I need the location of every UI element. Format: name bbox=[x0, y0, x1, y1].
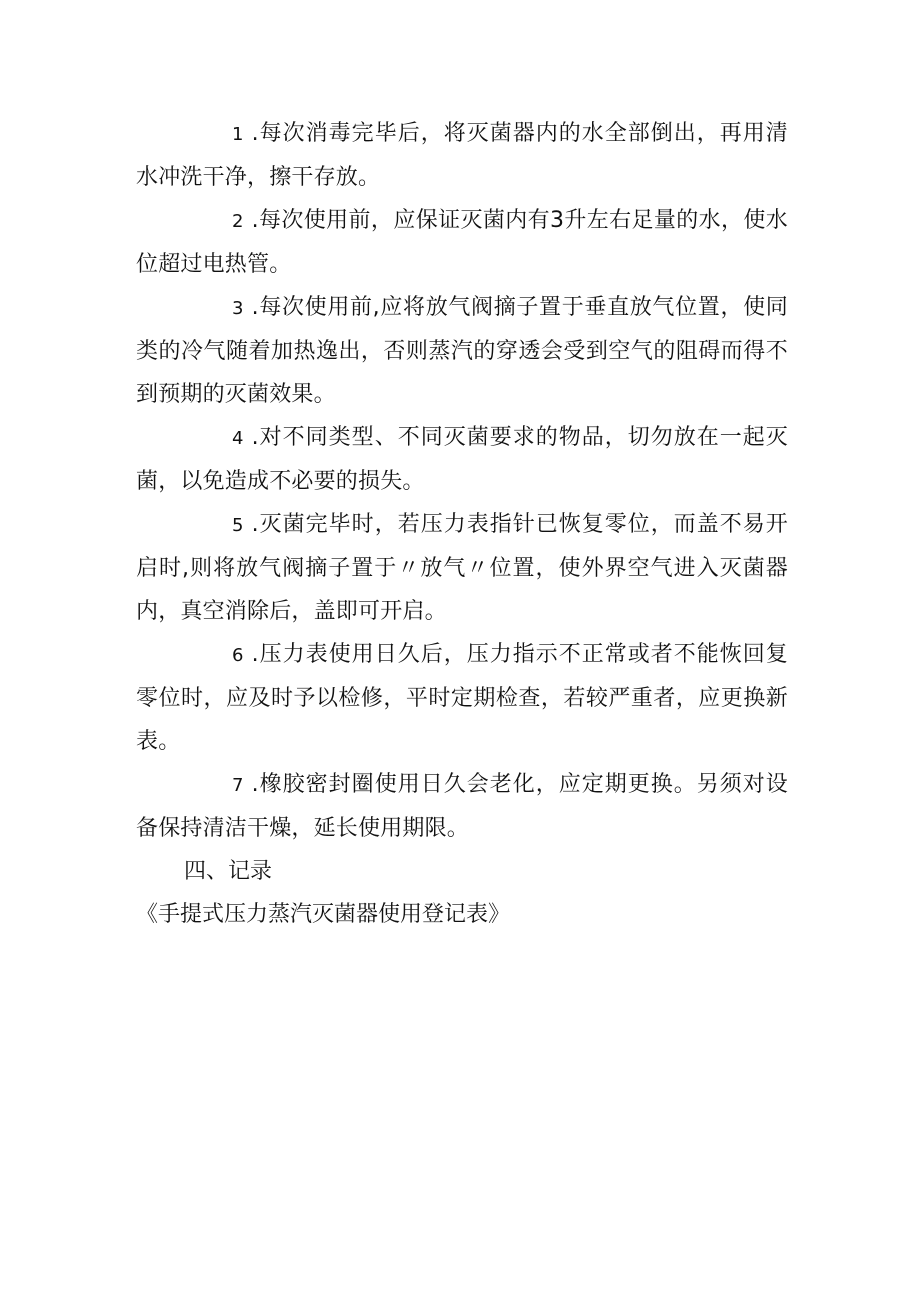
list-item-1 bbox=[136, 112, 788, 199]
list-item-7 bbox=[136, 763, 788, 850]
item-text: .橡胶密封圈使用日久会老化，应定期更换。另须对设备保持清洁干燥，延长使用期限。 bbox=[136, 772, 788, 841]
item-text: .每次消毒完毕后，将灭菌器内的水全部倒出，再用清水冲洗干净，擦干存放。 bbox=[136, 121, 788, 190]
item-text: .每次使用前，应保证灭菌内有3升左右足量的水，使水位超过电热管。 bbox=[136, 208, 788, 277]
item-number: 1 bbox=[232, 124, 244, 145]
list-item-3 bbox=[136, 286, 788, 416]
list-item-5 bbox=[136, 503, 788, 633]
list-item-6 bbox=[136, 633, 788, 763]
item-number: 5 bbox=[232, 515, 244, 536]
list-item-4 bbox=[136, 416, 788, 503]
item-text: .压力表使用日久后，压力指示不正常或者不能恢回复零位时，应及时予以检修，平时定期检查，若较严重者，应更换新表。 bbox=[136, 642, 788, 754]
section-heading: 四、记录 bbox=[184, 859, 273, 884]
item-text: .对不同类型、不同灭菌要求的物品，切勿放在一起灭菌，以免造成不必要的损失。 bbox=[136, 425, 788, 494]
item-number: 2 bbox=[232, 211, 244, 232]
item-number: 7 bbox=[232, 775, 244, 796]
document-body bbox=[136, 112, 788, 936]
item-text: .每次使用前,应将放气阀摘子置于垂直放气位置，使同类的冷气随着加热逸出，否则蒸汽的穿透会受到空气的阻碍而得不到预期的灭菌效果。 bbox=[136, 295, 788, 407]
item-text: .灭菌完毕时，若压力表指针已恢复零位，而盖不易开启时,则将放气阀摘子置于〃放气〃位置，使外界空气进入灭菌器内，真空消除后，盖即可开启。 bbox=[136, 512, 788, 624]
table-title: 《手提式压力蒸汽灭菌器使用登记表》 bbox=[136, 902, 511, 927]
item-number: 6 bbox=[232, 645, 244, 666]
item-number: 4 bbox=[232, 428, 244, 449]
list-item-2 bbox=[136, 199, 788, 286]
item-number: 3 bbox=[232, 298, 244, 319]
